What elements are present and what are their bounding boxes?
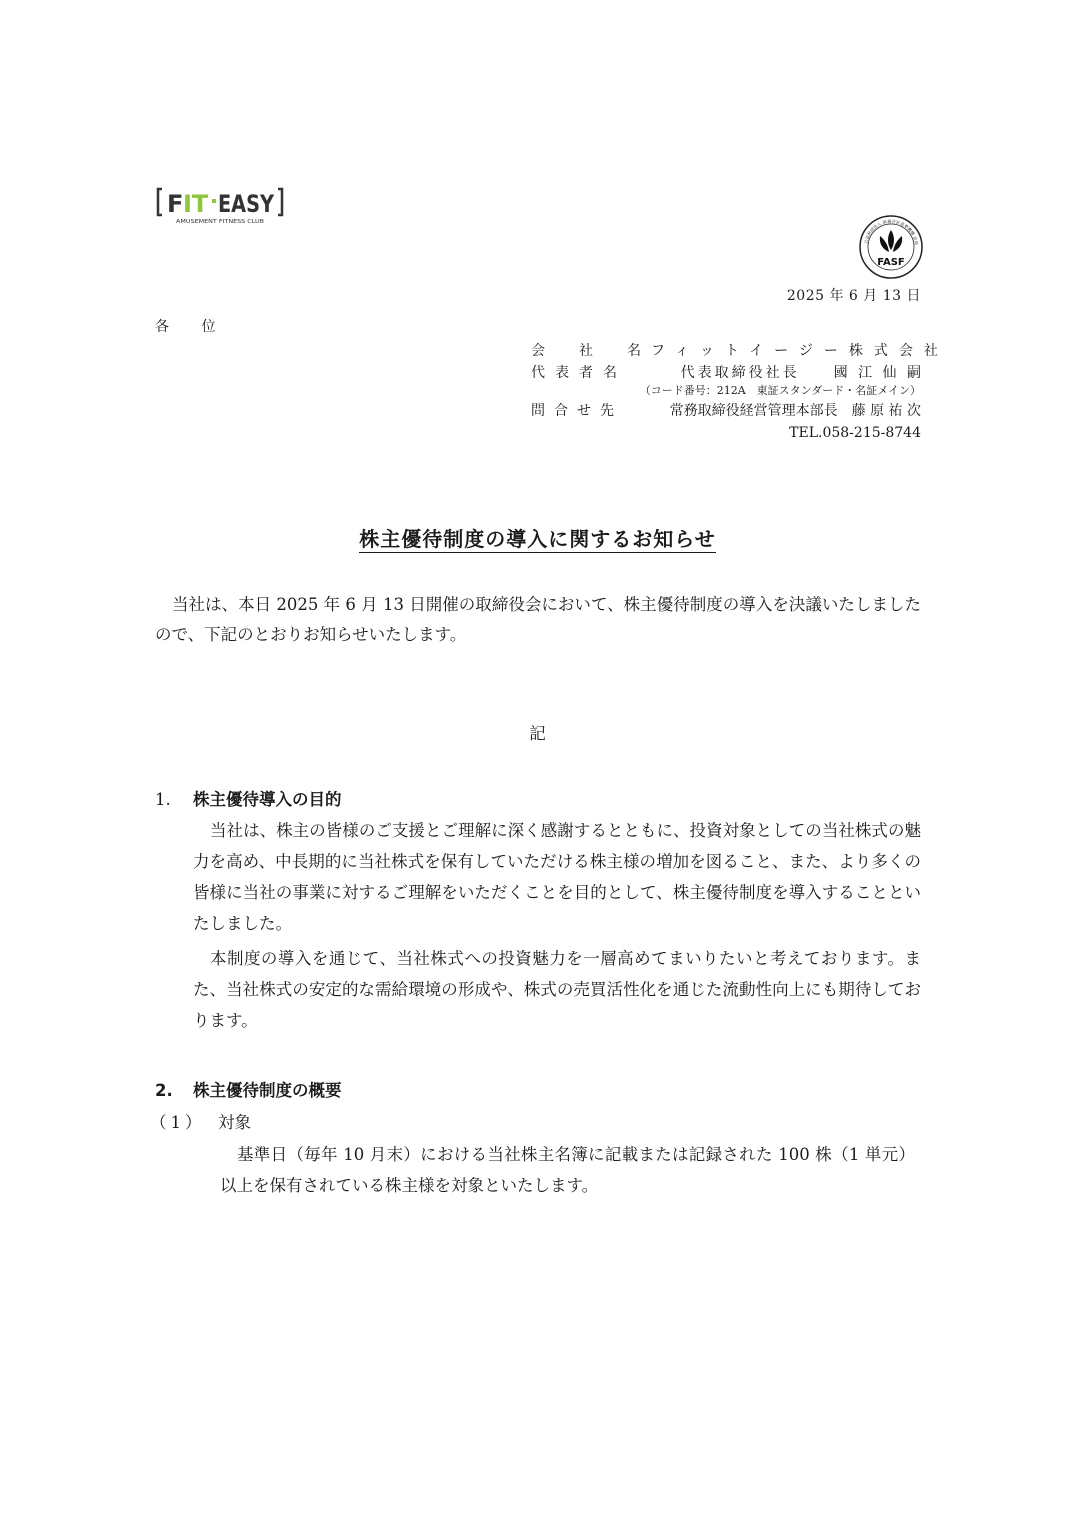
- section-1-heading: [155, 786, 342, 810]
- subsection-1-number: （1）: [150, 1113, 206, 1132]
- representative-row: [531, 362, 924, 384]
- section-1-paragraph-1: 当社は、株主の皆様のご支援とご理解に深く感謝するとともに、投資対象としての当社株式の魅力を高め、中長期的に当社株式を保有していただける株主様の増加を図ること、また、より多くの皆様に当社の事業に対するご理解をいただくことを目的として、株主優待制度を導入することといたしました。: [193, 821, 921, 933]
- logo-text-it: IT: [183, 190, 209, 218]
- intro-paragraph: 当社は、本日 2025 年 6 月 13 日開催の取締役会において、株主優待制度の導入を決議いたしましたので、下記のとおりお知らせいたします。: [155, 595, 921, 644]
- section-1-paragraph-2: 本制度の導入を通じて、当社株式への投資魅力を一層高めてまいりたいと考えております。また、当社株式の安定的な需給環境の形成や、株式の売買活性化を通じた流動性向上にも期待しております。: [193, 949, 921, 1030]
- contact-value: 常務取締役経営管理本部長 藤 原 祐 次: [669, 403, 921, 419]
- release-date: 2025 年 6 月 13 日: [786, 288, 921, 304]
- document-title-text: 株主優待制度の導入に関するお知らせ: [359, 527, 716, 551]
- company-name-value: フィットイージー株式会社: [651, 343, 949, 359]
- company-logo: [156, 186, 286, 226]
- document-title: [0, 523, 1075, 552]
- logo-subtitle: AMUSEMENT FITNESS CLUB: [176, 219, 265, 225]
- logo-text-f: F: [167, 190, 184, 218]
- seal-ring-text: 公益財団法人 財務会計基準機構 会員: [863, 218, 919, 246]
- company-name-label: 会 社 名: [531, 343, 651, 359]
- section-2-number: 2.: [155, 1081, 173, 1100]
- fasf-seal: [858, 214, 924, 280]
- section-2-heading: [155, 1077, 342, 1101]
- subsection-1-paragraph: 基準日（毎年 10 月末）における当社株主名簿に記載または記録された 100 株（1 単元）以上を保有されている株主様を対象といたします。: [220, 1145, 915, 1195]
- section-1-number: 1.: [155, 790, 171, 809]
- company-name-row: [531, 340, 949, 362]
- section-1-title: 株主優待導入の目的: [193, 790, 342, 809]
- subsection-1-title: 対象: [218, 1113, 251, 1132]
- representative-label: 代表者名: [531, 365, 627, 381]
- stock-code-line: （コード番号：212A 東証スタンダード・名証メイン）: [639, 384, 921, 397]
- subsection-1-heading: [150, 1109, 251, 1133]
- addressee: 各 位: [155, 319, 230, 335]
- seal-mark-text: FASF: [877, 257, 905, 268]
- logo-text-easy: EASY: [218, 190, 275, 218]
- contact-row: [531, 400, 921, 422]
- ki-marker: 記: [529, 724, 546, 743]
- section-2-title: 株主優待制度の概要: [193, 1081, 342, 1100]
- representative-value: 代表取締役社長 國 江 仙 嗣: [680, 365, 924, 381]
- company-info: [531, 340, 949, 444]
- contact-tel: TEL.058-215-8744: [789, 425, 921, 441]
- contact-label: 問合せ先: [531, 403, 623, 419]
